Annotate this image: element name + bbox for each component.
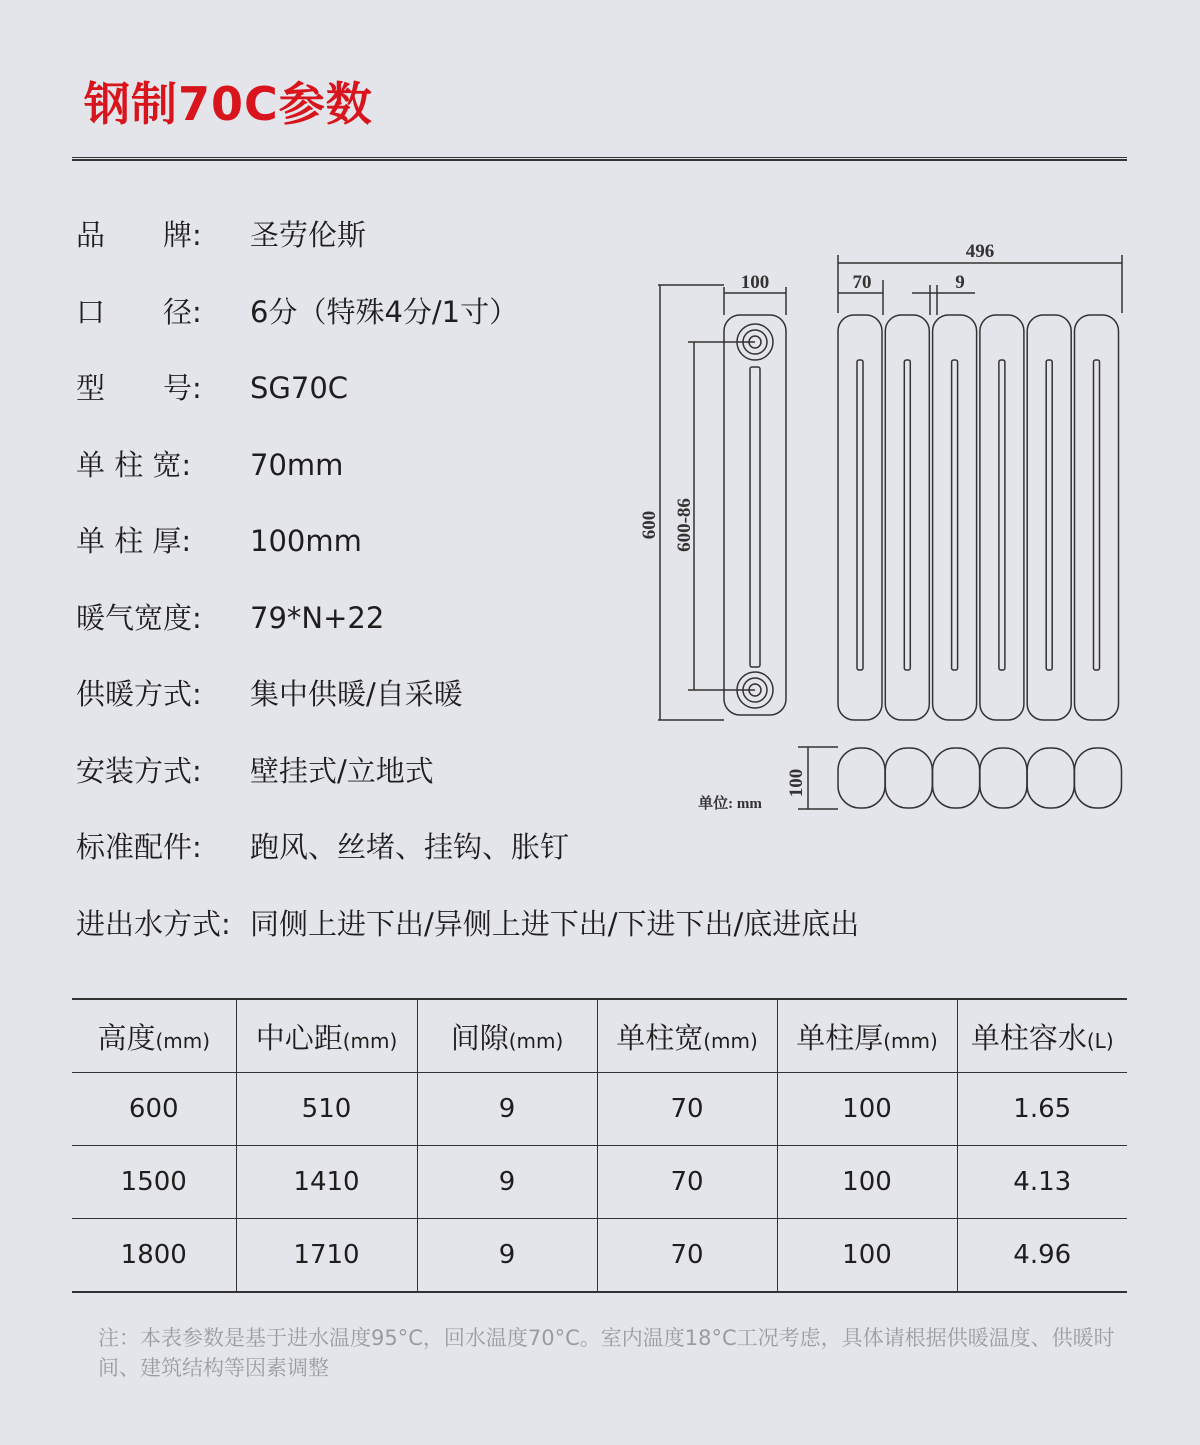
radiator-column — [933, 315, 977, 720]
spec-value: 6分（特殊4分/1寸） — [250, 295, 519, 329]
table-cell: 100 — [777, 1219, 957, 1293]
spec-label: 品 牌: — [76, 218, 202, 252]
spec-label: 供暖方式: — [76, 677, 202, 711]
spec-row-caliber — [76, 287, 518, 337]
radiator-columns — [838, 315, 1119, 720]
height-label: 600 — [639, 510, 660, 540]
gap-label: 9 — [955, 272, 965, 293]
spec-row-brand — [76, 210, 366, 260]
top-view-column — [838, 748, 885, 808]
table-cell: 70 — [597, 1073, 777, 1146]
table-cell: 9 — [417, 1073, 597, 1146]
spec-value: 同侧上进下出/异侧上进下出/下进下出/底进底出 — [250, 907, 860, 941]
table-cell: 100 — [777, 1073, 957, 1146]
table-cell: 510 — [236, 1073, 417, 1146]
side-width-label: 100 — [740, 272, 770, 293]
spec-value: SG70C — [250, 371, 349, 405]
table-cell: 600 — [128, 1094, 179, 1124]
column-width-label: 70 — [852, 272, 872, 293]
spec-label: 型 号: — [76, 371, 202, 405]
top-view-column — [1027, 748, 1074, 808]
spec-row-column-thickness — [76, 516, 362, 566]
radiator-column — [885, 315, 929, 720]
side-view — [639, 272, 786, 720]
side-view-body — [724, 315, 786, 715]
radiator-column — [1075, 315, 1119, 720]
header-height: 高度(mm) — [97, 1020, 211, 1055]
spec-value: 跑风、丝堵、挂钩、胀钉 — [250, 830, 570, 864]
header-column-width: 单柱宽(mm) — [597, 999, 777, 1073]
spec-row-column-width — [76, 440, 343, 490]
front-view — [838, 241, 1122, 720]
total-width-label: 496 — [965, 241, 995, 262]
table-cell: 70 — [597, 1219, 777, 1293]
table-cell: 1800 — [120, 1240, 187, 1270]
spec-row-radiator-width — [76, 593, 384, 643]
table-cell: 1.65 — [957, 1073, 1127, 1146]
spec-value: 100mm — [250, 524, 362, 558]
table-cell: 9 — [417, 1146, 597, 1219]
center-distance-label: 600-86 — [674, 498, 695, 552]
spec-label: 标准配件: — [76, 830, 202, 864]
spec-value: 79*N+22 — [250, 601, 385, 635]
header-center-distance: 中心距(mm) — [236, 999, 417, 1073]
spec-row-water-connection — [76, 899, 859, 949]
spec-label: 暖气宽度: — [76, 601, 202, 635]
table-row — [72, 1073, 1127, 1146]
depth-label: 100 — [786, 768, 807, 798]
page-title: 钢制70C参数 — [84, 77, 373, 131]
top-view — [698, 747, 1121, 812]
spec-label: 安装方式: — [76, 754, 202, 788]
spec-value: 圣劳伦斯 — [250, 218, 367, 252]
top-view-column — [885, 748, 932, 808]
radiator-dimension-diagram — [630, 235, 1130, 820]
table-cell: 1710 — [236, 1219, 417, 1293]
radiator-column — [838, 315, 882, 720]
header-column-thickness: 单柱厚(mm) — [777, 999, 957, 1073]
spec-row-heating-mode — [76, 669, 463, 719]
spec-value: 70mm — [250, 448, 344, 482]
spec-row-install-mode — [76, 746, 434, 796]
table-cell: 9 — [417, 1219, 597, 1293]
header-water-capacity: 单柱容水(L) — [957, 999, 1127, 1073]
top-view-column — [933, 748, 980, 808]
top-view-columns — [838, 748, 1122, 808]
table-cell: 70 — [597, 1146, 777, 1219]
header-gap: 间隙(mm) — [417, 999, 597, 1073]
title-divider — [72, 157, 1127, 161]
top-view-column — [1075, 748, 1122, 808]
table-row — [72, 1219, 1127, 1293]
table-row — [72, 1146, 1127, 1219]
spec-label: 单 柱 宽: — [76, 448, 192, 482]
unit-label: 单位: mm — [698, 796, 762, 812]
table-cell: 4.13 — [957, 1146, 1127, 1219]
spec-label: 进出水方式: — [76, 907, 231, 941]
spec-row-accessories — [76, 822, 569, 872]
spec-row-model — [76, 363, 348, 413]
table-cell: 1410 — [236, 1146, 417, 1219]
spec-label: 单 柱 厚: — [76, 524, 192, 558]
table-cell: 4.96 — [957, 1219, 1127, 1293]
radiator-column — [980, 315, 1024, 720]
table-cell: 1500 — [120, 1167, 187, 1197]
footnote: 注：本表参数是基于进水温度95°C，回水温度70°C。室内温度18°C工况考虑，具体请根据供暖温度、供暖时间、建筑结构等因素调整 — [98, 1326, 1115, 1380]
spec-value: 集中供暖/自采暖 — [250, 677, 463, 711]
radiator-column — [1027, 315, 1071, 720]
table-header-row — [72, 999, 1127, 1073]
top-view-column — [980, 748, 1027, 808]
table-cell: 100 — [777, 1146, 957, 1219]
spec-label: 口 径: — [76, 295, 202, 329]
parameter-table — [72, 998, 1127, 1293]
spec-value: 壁挂式/立地式 — [250, 754, 434, 788]
